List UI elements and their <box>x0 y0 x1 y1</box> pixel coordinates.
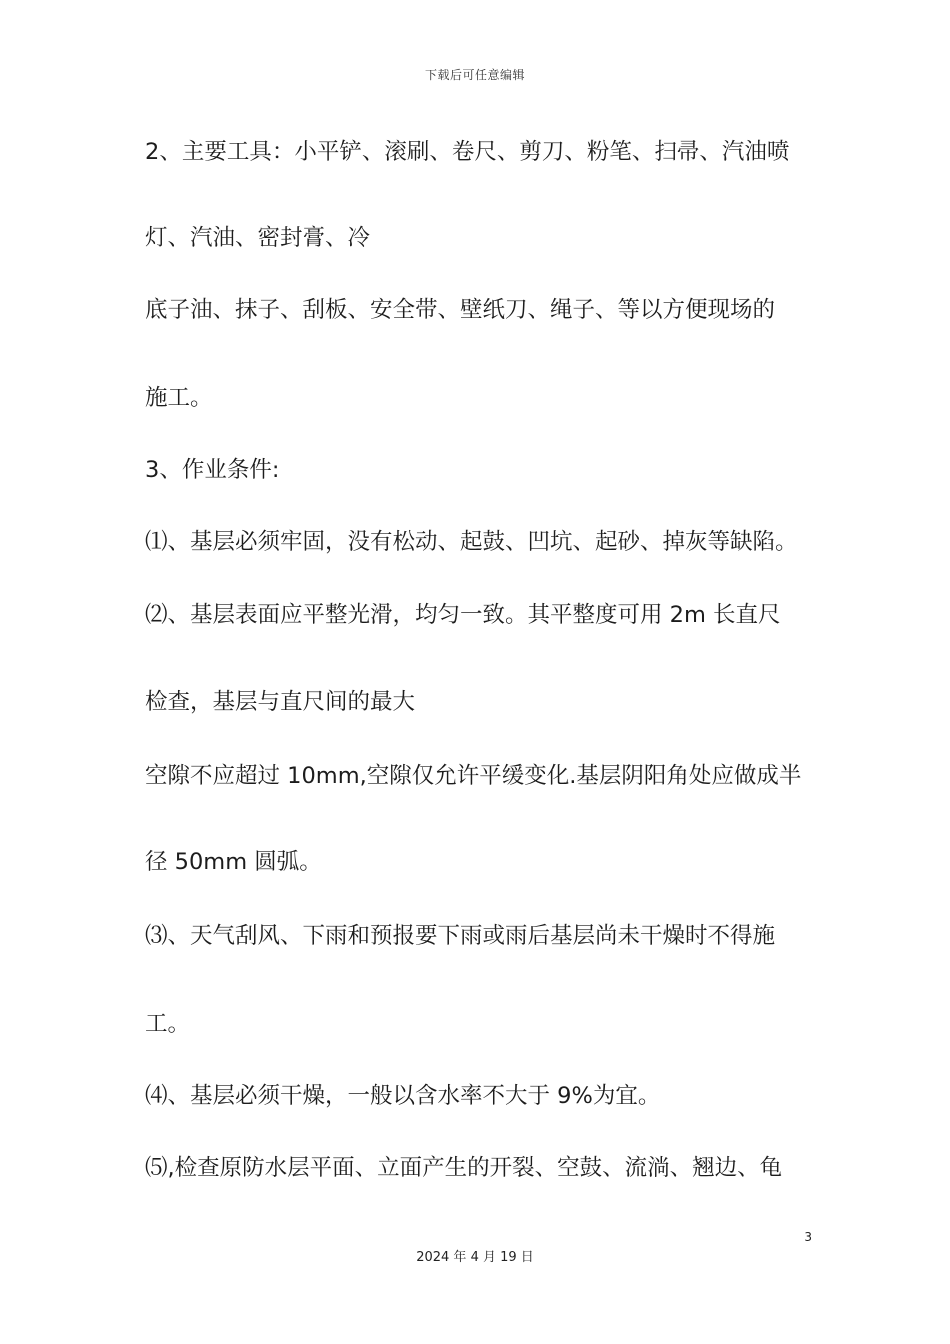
paragraph-line: ⑵、基层表面应平整光滑，均匀一致。其平整度可用 2m 长直尺 <box>145 602 781 628</box>
paragraph-line: ⑶、天气刮风、下雨和预报要下雨或雨后基层尚未干燥时不得施 <box>145 923 776 949</box>
paragraph-line: 灯、汽油、密封膏、冷 <box>145 225 371 251</box>
paragraph-line: 径 50mm 圆弧。 <box>145 849 322 875</box>
paragraph-line: 检查，基层与直尺间的最大 <box>145 689 416 715</box>
paragraph-line: 空隙不应超过 10mm,空隙仅允许平缓变化.基层阴阳角处应做成半 <box>145 763 802 789</box>
paragraph-line: 2、主要工具：小平铲、滚刷、卷尺、剪刀、粉笔、扫帚、汽油喷 <box>145 139 790 165</box>
paragraph-line: 工。 <box>145 1011 191 1037</box>
paragraph-line: ⑸,检查原防水层平面、立面产生的开裂、空鼓、流淌、翘边、龟 <box>145 1155 783 1181</box>
paragraph-line: 底子油、抹子、刮板、安全带、壁纸刀、绳子、等以方便现场的 <box>145 297 776 323</box>
paragraph-line: 施工。 <box>145 385 213 411</box>
paragraph-line: ⑷、基层必须干燥，一般以含水率不大于 9%为宜。 <box>145 1083 661 1109</box>
section-heading: 3、作业条件: <box>145 457 280 483</box>
page-header: 下载后可任意编辑 <box>424 68 525 82</box>
paragraph-line: ⑴、基层必须牢固，没有松动、起鼓、凹坑、起砂、掉灰等缺陷。 <box>145 529 798 555</box>
footer-date: 2024 年 4 月 19 日 <box>416 1250 534 1265</box>
page-number: 3 <box>804 1230 812 1244</box>
